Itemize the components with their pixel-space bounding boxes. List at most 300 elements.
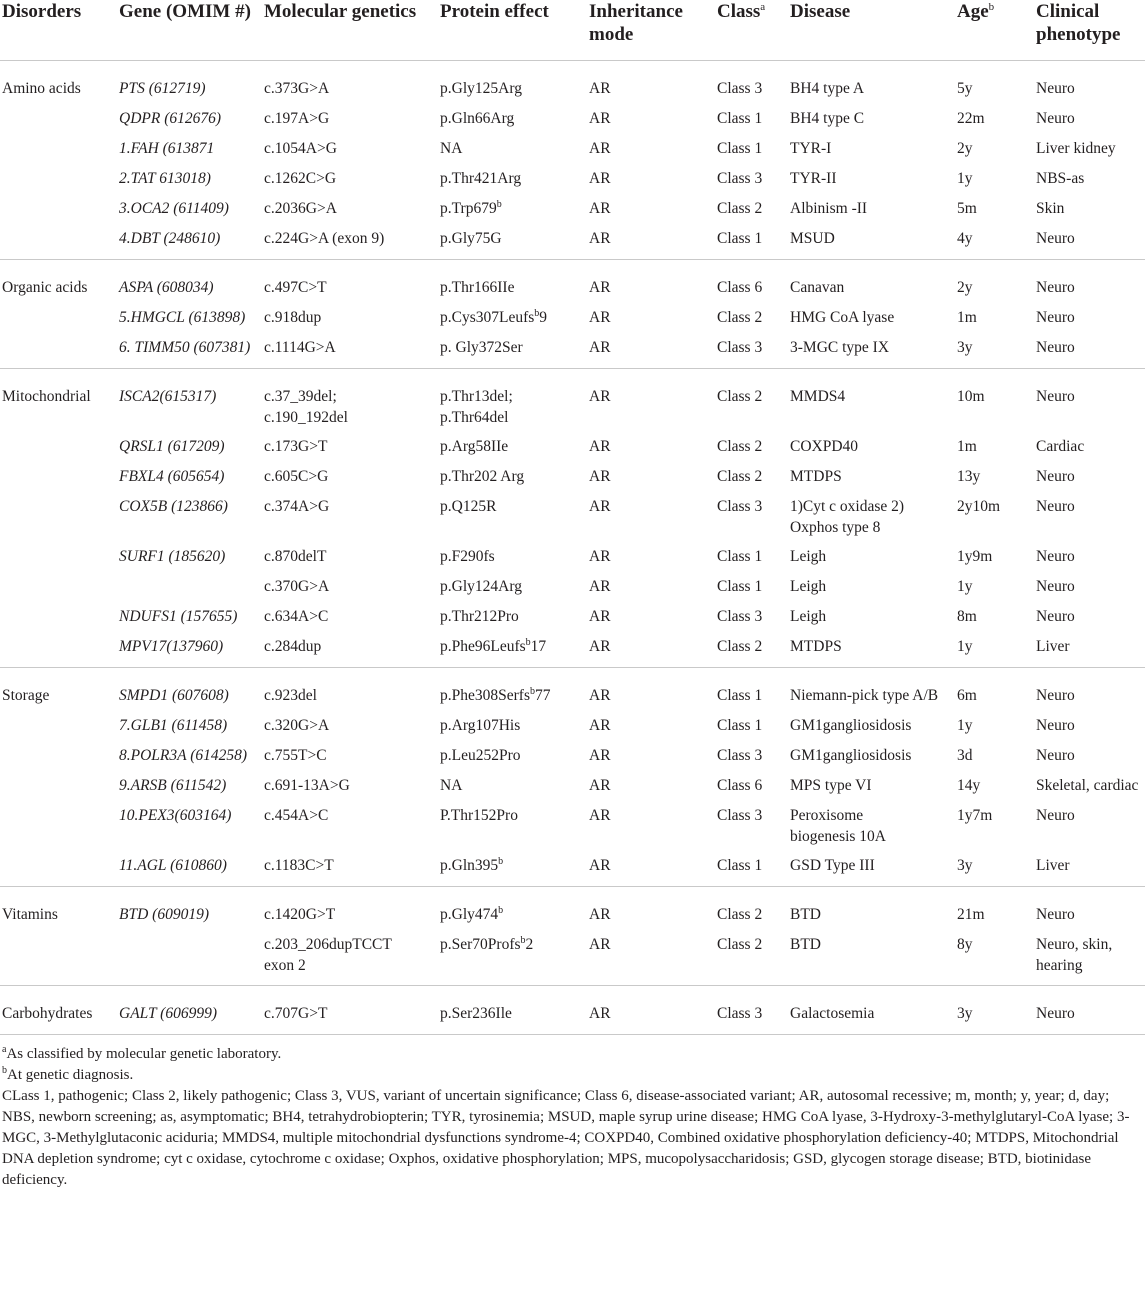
inheritance-mode-cell: AR <box>589 468 611 485</box>
molecular-genetics-cell: c.497C>T <box>264 279 327 296</box>
disorder-group-cell <box>0 369 117 429</box>
gene-cell <box>117 628 262 668</box>
gene-prefix: 4. <box>119 230 131 247</box>
protein-effect-text: p.Arg107His <box>440 717 521 734</box>
molecular-genetics-cell: c.203_206dupTCCT exon 2 <box>264 936 392 974</box>
protein-effect-cell <box>438 847 587 887</box>
molecular-genetics-cell: c.197A>G <box>264 110 330 127</box>
clinical-phenotype-cell: Neuro <box>1036 687 1075 704</box>
molecular-genetics-cell: c.224G>A (exon 9) <box>264 230 385 247</box>
gene-cell <box>117 160 262 190</box>
molecular-genetics-cell: c.634A>C <box>264 608 329 625</box>
age-cell: 1m <box>957 309 977 326</box>
protein-effect-text: p.Leu252Pro <box>440 747 521 764</box>
disorder-group-cell <box>0 737 117 767</box>
protein-effect-cell <box>438 668 587 708</box>
disorder-group-cell <box>0 568 117 598</box>
column-header <box>715 0 788 61</box>
disease-cell: MPS type VI <box>790 777 872 794</box>
gene-cell <box>117 767 262 797</box>
gene-cell <box>117 428 262 458</box>
gene-cell <box>117 220 262 260</box>
protein-effect-text: p.Thr202 Arg <box>440 468 525 485</box>
class-cell: Class 2 <box>717 200 763 217</box>
gene-cell <box>117 737 262 767</box>
protein-effect-text: p.Thr212Pro <box>440 608 519 625</box>
table-row <box>0 160 1145 190</box>
table-header <box>0 0 1145 61</box>
table-row <box>0 220 1145 260</box>
footnote-a <box>2 1044 1145 1065</box>
protein-effect-text: p.Arg58IIe <box>440 438 509 455</box>
disorder-group-cell <box>0 428 117 458</box>
clinical-phenotype-cell: Neuro <box>1036 578 1075 595</box>
disorder-group-cell <box>0 488 117 538</box>
gene-cell <box>117 847 262 887</box>
gene-prefix: 3. <box>119 200 131 217</box>
disorder-group-cell <box>0 329 117 369</box>
gene-name: HMGCL (613898) <box>130 309 246 326</box>
inheritance-mode-cell: AR <box>589 608 611 625</box>
clinical-phenotype-cell: Neuro <box>1036 388 1075 405</box>
gene-cell <box>117 926 262 986</box>
table-row <box>0 767 1145 797</box>
column-header-footnote-mark: b <box>988 1 995 13</box>
gene-cell <box>117 458 262 488</box>
protein-effect-cell <box>438 61 587 101</box>
age-cell: 2y10m <box>957 498 1001 515</box>
protein-effect-text: p.Ser236Ile <box>440 1005 512 1022</box>
gene-prefix: 11. <box>119 857 138 874</box>
inheritance-mode-cell: AR <box>589 747 611 764</box>
protein-footnote-mark: b <box>534 308 540 319</box>
inheritance-mode-cell: AR <box>589 906 611 923</box>
disorder-group-cell <box>0 668 117 708</box>
molecular-genetics-cell: c.755T>C <box>264 747 327 764</box>
table-row <box>0 130 1145 160</box>
table-row <box>0 260 1145 300</box>
protein-footnote-mark: b <box>525 637 531 648</box>
footnote-b-text: At genetic diagnosis. <box>7 1067 134 1083</box>
class-cell: Class 3 <box>717 170 763 187</box>
gene-prefix: 9. <box>119 777 131 794</box>
disorder-group-cell <box>0 538 117 568</box>
class-cell: Class 1 <box>717 578 763 595</box>
clinical-phenotype-cell: Neuro, skin, hearing <box>1036 936 1113 974</box>
age-cell: 1y <box>957 578 973 595</box>
protein-effect-cell <box>438 299 587 329</box>
molecular-genetics-cell: c.691-13A>G <box>264 777 350 794</box>
disorder-group-cell <box>0 299 117 329</box>
disease-cell: Leigh <box>790 548 827 565</box>
class-cell: Class 2 <box>717 906 763 923</box>
column-header <box>262 0 438 61</box>
age-cell: 2y <box>957 140 973 157</box>
disorder-group-cell <box>0 220 117 260</box>
protein-effect-text: p.Thr166IIe <box>440 279 515 296</box>
disease-cell: GM1gangliosidosis <box>790 747 912 764</box>
age-cell: 5m <box>957 200 977 217</box>
table-row <box>0 926 1145 986</box>
inheritance-mode-cell: AR <box>589 110 611 127</box>
gene-cell <box>117 488 262 538</box>
disease-cell: BH4 type C <box>790 110 865 127</box>
disease-cell: MTDPS <box>790 468 842 485</box>
gene-name: BTD (609019) <box>119 906 209 923</box>
class-cell: Class 3 <box>717 1005 763 1022</box>
disorder-group-cell <box>0 797 117 847</box>
molecular-genetics-cell: c.173G>T <box>264 438 328 455</box>
inheritance-mode-cell: AR <box>589 80 611 97</box>
table-row <box>0 568 1145 598</box>
disease-cell: HMG CoA lyase <box>790 309 895 326</box>
gene-name: TAT 613018) <box>130 170 211 187</box>
disorder-group-cell <box>0 458 117 488</box>
inheritance-mode-cell: AR <box>589 717 611 734</box>
gene-name: SURF1 (185620) <box>119 548 226 565</box>
disease-cell: Leigh <box>790 578 827 595</box>
age-cell: 3d <box>957 747 973 764</box>
class-cell: Class 2 <box>717 638 763 655</box>
molecular-genetics-cell: c.605C>G <box>264 468 329 485</box>
disorder-group-name: Storage <box>2 687 50 704</box>
molecular-genetics-cell: c.1114G>A <box>264 339 336 356</box>
molecular-genetics-cell: c.1420G>T <box>264 906 336 923</box>
column-header <box>955 0 1034 61</box>
protein-footnote-mark: b <box>529 686 535 697</box>
protein-effect-suffix: 2 <box>525 936 534 953</box>
clinical-phenotype-cell: Neuro <box>1036 339 1075 356</box>
header-row <box>0 0 1145 61</box>
clinical-phenotype-cell: Neuro <box>1036 309 1075 326</box>
clinical-phenotype-cell: Skin <box>1036 200 1065 217</box>
disease-cell: MSUD <box>790 230 835 247</box>
column-header-footnote-mark: a <box>760 1 766 13</box>
protein-effect-text: p. Gly372Ser <box>440 339 523 356</box>
table-row <box>0 737 1145 767</box>
column-header-text: Disease <box>790 1 851 22</box>
age-cell: 10m <box>957 388 985 405</box>
disease-cell: Canavan <box>790 279 845 296</box>
inheritance-mode-cell: AR <box>589 140 611 157</box>
protein-effect-cell <box>438 628 587 668</box>
gene-name: GALT (606999) <box>119 1005 218 1022</box>
clinical-phenotype-cell: Neuro <box>1036 906 1075 923</box>
clinical-phenotype-cell: Skeletal, cardiac <box>1036 777 1139 794</box>
clinical-phenotype-cell: Cardiac <box>1036 438 1085 455</box>
gene-prefix: 2. <box>119 170 131 187</box>
gene-name: PTS (612719) <box>119 80 206 97</box>
gene-name: ASPA (608034) <box>119 279 214 296</box>
clinical-phenotype-cell: Neuro <box>1036 110 1075 127</box>
protein-effect-cell <box>438 130 587 160</box>
class-cell: Class 2 <box>717 936 763 953</box>
table-body <box>0 61 1145 1035</box>
disorder-group-cell <box>0 986 117 1035</box>
gene-name: FBXL4 (605654) <box>119 468 225 485</box>
gene-cell <box>117 887 262 927</box>
age-cell: 13y <box>957 468 981 485</box>
protein-effect-text: P.Thr152Pro <box>440 807 518 824</box>
table-row <box>0 458 1145 488</box>
protein-effect-cell <box>438 369 587 429</box>
clinical-phenotype-cell: Neuro <box>1036 80 1075 97</box>
inheritance-mode-cell: AR <box>589 339 611 356</box>
age-cell: 3y <box>957 1005 973 1022</box>
clinical-phenotype-cell: Neuro <box>1036 1005 1075 1022</box>
protein-effect-cell <box>438 737 587 767</box>
inheritance-mode-cell: AR <box>589 279 611 296</box>
table-row <box>0 668 1145 708</box>
age-cell: 8m <box>957 608 977 625</box>
footnote-a-mark: a <box>2 1044 7 1055</box>
inheritance-mode-cell: AR <box>589 388 611 405</box>
inheritance-mode-cell: AR <box>589 857 611 874</box>
inheritance-mode-cell: AR <box>589 936 611 953</box>
table-row <box>0 190 1145 220</box>
clinical-phenotype-cell: Neuro <box>1036 717 1075 734</box>
disorder-group-cell <box>0 887 117 927</box>
age-cell: 1y <box>957 638 973 655</box>
age-cell: 1y7m <box>957 807 993 824</box>
inheritance-mode-cell: AR <box>589 777 611 794</box>
table-row <box>0 847 1145 887</box>
inheritance-mode-cell: AR <box>589 578 611 595</box>
protein-effect-text: p.Trp679 <box>440 200 497 217</box>
class-cell: Class 2 <box>717 309 763 326</box>
column-header-text: Inheritance mode <box>589 1 683 45</box>
molecular-genetics-cell: c.918dup <box>264 309 322 326</box>
disease-cell: MTDPS <box>790 638 842 655</box>
footnote-b <box>2 1065 1145 1086</box>
protein-effect-text: p.Thr13del; p.Thr64del <box>440 388 513 426</box>
molecular-genetics-cell: c.707G>T <box>264 1005 328 1022</box>
disease-cell: BTD <box>790 906 821 923</box>
gene-prefix: 1. <box>119 140 131 157</box>
column-header <box>438 0 587 61</box>
disease-cell: BTD <box>790 936 821 953</box>
disorder-group-cell <box>0 847 117 887</box>
age-cell: 1y9m <box>957 548 993 565</box>
table-footnotes <box>0 1035 1145 1191</box>
table-row <box>0 628 1145 668</box>
protein-effect-text: p.Ser70Profs <box>440 936 521 953</box>
clinical-phenotype-cell: Neuro <box>1036 747 1075 764</box>
molecular-genetics-cell: c.870delT <box>264 548 327 565</box>
inheritance-mode-cell: AR <box>589 687 611 704</box>
clinical-phenotype-cell: NBS-as <box>1036 170 1085 187</box>
disorder-group-name: Carbohydrates <box>2 1005 93 1022</box>
age-cell: 1m <box>957 438 977 455</box>
age-cell: 8y <box>957 936 973 953</box>
protein-effect-text: p.Cys307Leufs <box>440 309 535 326</box>
molecular-genetics-cell: c.320G>A <box>264 717 330 734</box>
gene-cell <box>117 260 262 300</box>
protein-effect-suffix: 9 <box>539 309 548 326</box>
age-cell: 5y <box>957 80 973 97</box>
gene-cell <box>117 668 262 708</box>
protein-effect-cell <box>438 329 587 369</box>
class-cell: Class 1 <box>717 687 763 704</box>
gene-cell <box>117 568 262 598</box>
class-cell: Class 3 <box>717 807 763 824</box>
gene-name: COX5B (123866) <box>119 498 228 515</box>
disease-cell: GM1gangliosidosis <box>790 717 912 734</box>
gene-name: ISCA2(615317) <box>119 388 217 405</box>
clinical-phenotype-cell: Neuro <box>1036 548 1075 565</box>
clinical-phenotype-cell: Liver <box>1036 638 1070 655</box>
disorder-group-cell <box>0 260 117 300</box>
disorder-group-cell <box>0 100 117 130</box>
table-row <box>0 329 1145 369</box>
column-header <box>587 0 715 61</box>
disorder-group-cell <box>0 767 117 797</box>
gene-cell <box>117 986 262 1035</box>
gene-name: QRSL1 (617209) <box>119 438 225 455</box>
inheritance-mode-cell: AR <box>589 1005 611 1022</box>
gene-name: QDPR (612676) <box>119 110 222 127</box>
table-row <box>0 488 1145 538</box>
gene-name: POLR3A (614258) <box>130 747 248 764</box>
gene-prefix: 8. <box>119 747 131 764</box>
column-header <box>0 0 117 61</box>
age-cell: 21m <box>957 906 985 923</box>
table-row <box>0 369 1145 429</box>
gene-name: FAH (613871 <box>130 140 215 157</box>
molecular-genetics-cell: c.923del <box>264 687 317 704</box>
column-header <box>1034 0 1145 61</box>
molecular-genetics-cell: c.284dup <box>264 638 322 655</box>
clinical-phenotype-cell: Neuro <box>1036 498 1075 515</box>
column-header-text: Class <box>717 1 761 22</box>
inheritance-mode-cell: AR <box>589 309 611 326</box>
class-cell: Class 3 <box>717 339 763 356</box>
table-row <box>0 299 1145 329</box>
disorder-group-cell <box>0 61 117 101</box>
protein-effect-text: p.Phe96Leufs <box>440 638 526 655</box>
class-cell: Class 6 <box>717 777 763 794</box>
gene-name: OCA2 (611409) <box>130 200 229 217</box>
protein-effect-cell <box>438 926 587 986</box>
disorder-group-cell <box>0 598 117 628</box>
inheritance-mode-cell: AR <box>589 807 611 824</box>
class-cell: Class 3 <box>717 747 763 764</box>
protein-effect-cell <box>438 160 587 190</box>
class-cell: Class 1 <box>717 140 763 157</box>
protein-effect-cell <box>438 707 587 737</box>
clinical-phenotype-cell: Neuro <box>1036 230 1075 247</box>
inheritance-mode-cell: AR <box>589 200 611 217</box>
gene-prefix: 5. <box>119 309 131 326</box>
table-row <box>0 797 1145 847</box>
age-cell: 6m <box>957 687 977 704</box>
protein-footnote-mark: b <box>520 935 526 946</box>
protein-effect-cell <box>438 220 587 260</box>
protein-effect-cell <box>438 598 587 628</box>
disease-cell: BH4 type A <box>790 80 865 97</box>
gene-name: MPV17(137960) <box>119 638 224 655</box>
gene-name: GLB1 (611458) <box>130 717 228 734</box>
disease-cell: TYR-II <box>790 170 837 187</box>
protein-effect-cell <box>438 568 587 598</box>
clinical-phenotype-cell: Liver kidney <box>1036 140 1116 157</box>
table-row <box>0 986 1145 1035</box>
protein-effect-text: p.Gln395 <box>440 857 499 874</box>
table-row <box>0 100 1145 130</box>
gene-name: PEX3(603164) <box>138 807 232 824</box>
protein-effect-cell <box>438 458 587 488</box>
column-header-text: Clinical phenotype <box>1036 1 1121 45</box>
column-header <box>117 0 262 61</box>
protein-effect-text: p.Q125R <box>440 498 497 515</box>
class-cell: Class 3 <box>717 80 763 97</box>
protein-effect-text: p.Gly474 <box>440 906 499 923</box>
protein-effect-cell <box>438 887 587 927</box>
disorder-group-name: Vitamins <box>2 906 58 923</box>
inheritance-mode-cell: AR <box>589 638 611 655</box>
age-cell: 3y <box>957 857 973 874</box>
protein-effect-cell <box>438 488 587 538</box>
column-header <box>788 0 955 61</box>
gene-cell <box>117 538 262 568</box>
disease-cell: Niemann-pick type A/B <box>790 687 939 704</box>
disease-cell: 1)Cyt c oxidase 2) Oxphos type 8 <box>790 498 905 536</box>
table-row <box>0 887 1145 927</box>
gene-cell <box>117 797 262 847</box>
class-cell: Class 1 <box>717 717 763 734</box>
class-cell: Class 1 <box>717 110 763 127</box>
column-header-text: Disorders <box>2 1 82 22</box>
molecular-genetics-cell: c.374A>G <box>264 498 330 515</box>
protein-effect-text: NA <box>440 140 463 157</box>
class-cell: Class 6 <box>717 279 763 296</box>
protein-effect-cell <box>438 797 587 847</box>
gene-prefix: 6. <box>119 339 135 356</box>
inheritance-mode-cell: AR <box>589 498 611 515</box>
inheritance-mode-cell: AR <box>589 170 611 187</box>
protein-effect-cell <box>438 260 587 300</box>
gene-cell <box>117 598 262 628</box>
table-row <box>0 538 1145 568</box>
disorder-group-cell <box>0 190 117 220</box>
class-cell: Class 2 <box>717 388 763 405</box>
protein-effect-suffix: 17 <box>530 638 547 655</box>
age-cell: 14y <box>957 777 981 794</box>
disorder-group-name: Amino acids <box>2 80 81 97</box>
disease-cell: Peroxisome biogenesis 10A <box>790 807 887 845</box>
molecular-genetics-cell: c.37_39del; c.190_192del <box>264 388 348 426</box>
inheritance-mode-cell: AR <box>589 438 611 455</box>
class-cell: Class 1 <box>717 230 763 247</box>
clinical-phenotype-cell: Liver <box>1036 857 1070 874</box>
column-header-text: Protein effect <box>440 1 549 22</box>
footnote-a-text: As classified by molecular genetic laboratory. <box>6 1046 282 1062</box>
protein-effect-text: p.Thr421Arg <box>440 170 522 187</box>
footnote-abbreviations: CLass 1, pathogenic; Class 2, likely pathogenic; Class 3, VUS, variant of uncertain significance; Class 6, disease-associated variant; AR, autosomal recessive; m, month; y, year; d, day; NBS, newborn screening; as, asymptomatic; BH4, tetrahydrobiopterin; TYR, tyrosinemia; MSUD, maple syrup urine disease; HMG CoA lyase, 3-Hydroxy-3-methylglutaryl-CoA lyase; 3-MGC, 3-Methylglutaconic aciduria; MMDS4, multiple mitochondrial dysfunctions syndrome-4; COXPD40, Combined oxidative phosphorylation deficiency-40; MTDPS, Mitochondrial DNA depletion syndrome; cyt c oxidase, cytochrome c oxidase; Oxphos, oxidative phosphorylation; MPS, mucopolysaccharidosis; GSD, glycogen storage disease; BTD, biotinidase deficiency. <box>2 1088 1130 1188</box>
class-cell: Class 2 <box>717 468 763 485</box>
footnote-b-mark: b <box>2 1065 7 1076</box>
gene-name: DBT (248610) <box>130 230 221 247</box>
protein-effect-text: p.Gly125Arg <box>440 80 522 97</box>
class-cell: Class 3 <box>717 498 763 515</box>
protein-effect-cell <box>438 100 587 130</box>
disease-cell: Leigh <box>790 608 827 625</box>
molecular-genetics-cell: c.1054A>G <box>264 140 337 157</box>
class-cell: Class 1 <box>717 857 763 874</box>
gene-name: NDUFS1 (157655) <box>119 608 238 625</box>
gene-name: ARSB (611542) <box>130 777 227 794</box>
age-cell: 1y <box>957 170 973 187</box>
